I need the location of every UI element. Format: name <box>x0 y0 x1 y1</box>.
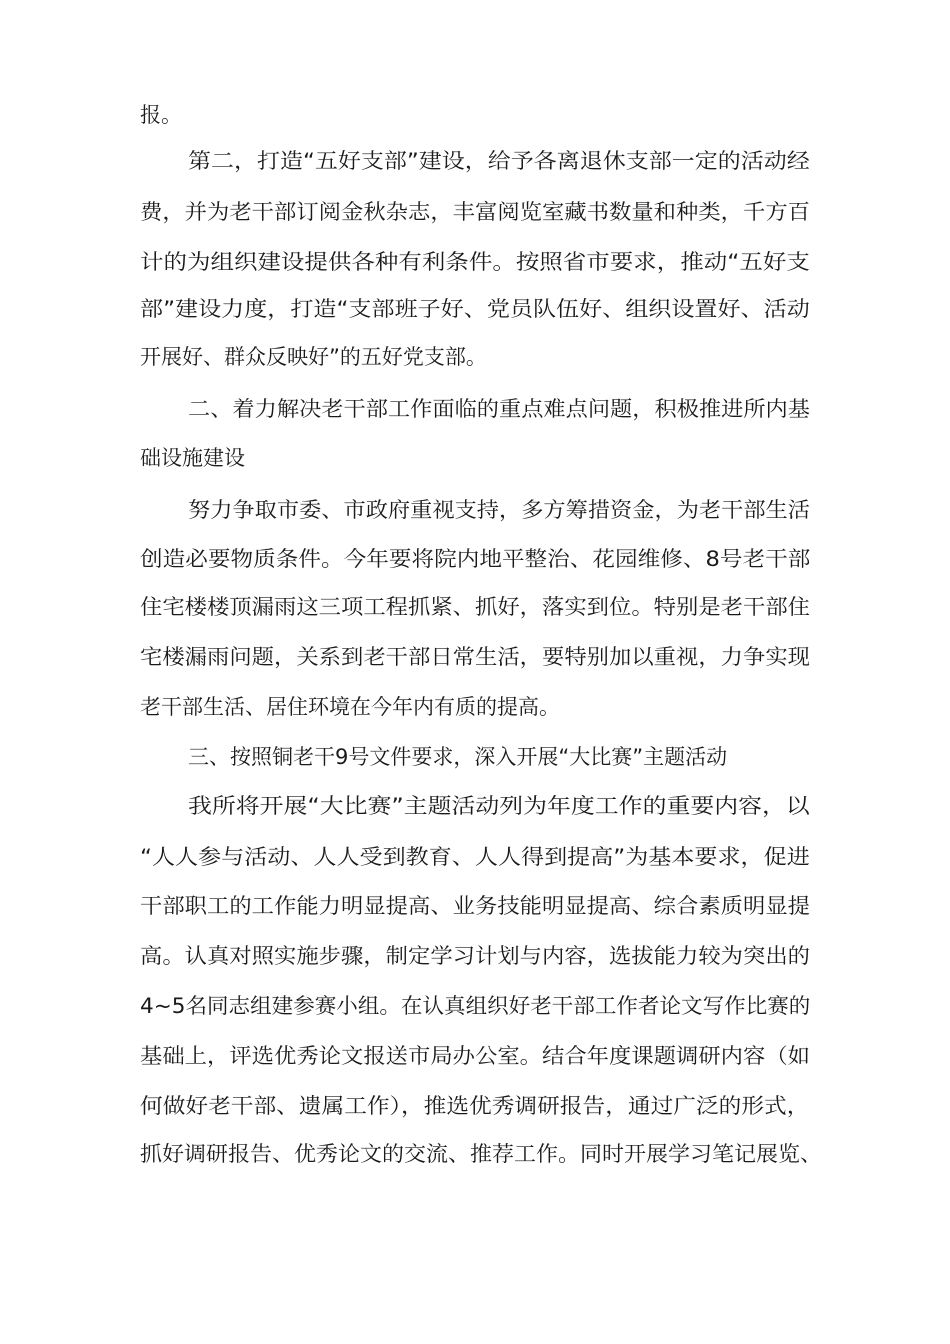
text-line: 老干部生活、居住环境在今年内有质的提高。 <box>140 695 560 719</box>
text-line: 部”建设力度，打造“支部班子好、党员队伍好、组织设置好、活动 <box>140 297 810 321</box>
text-line: 干部职工的工作能力明显提高、业务技能明显提高、综合素质明显提 <box>140 894 811 918</box>
text-line: 计的为组织建设提供各种有利条件。按照省市要求，推动“五好支 <box>140 250 810 274</box>
section-heading: 二、着力解决老干部工作面临的重点难点问题，积极推进所内基 <box>188 397 810 421</box>
text-line: 宅楼漏雨问题，关系到老干部日常生活，要特别加以重视，力争实现 <box>140 645 811 669</box>
text-line: 抓好调研报告、优秀论文的交流、推荐工作。同时开展学习笔记展览、 <box>140 1142 822 1166</box>
text-line: 报。 <box>140 103 182 127</box>
text-line: 费，并为老干部订阅金秋杂志，丰富阅览室藏书数量和种类，千方百 <box>140 200 811 224</box>
text-line: 高。认真对照实施步骤，制定学习计划与内容，选拔能力较为突出的 <box>140 944 811 968</box>
text-line: 创造必要物质条件。今年要将院内地平整治、花园维修、8号老干部 <box>140 547 811 571</box>
text-line: “人人参与活动、人人受到教育、人人得到提高”为基本要求，促进 <box>140 845 810 869</box>
text-line: 努力争取市委、市政府重视支持，多方筹措资金，为老干部生活 <box>188 498 810 522</box>
section-heading: 础设施建设 <box>140 446 245 470</box>
section-heading: 三、按照铜老干9号文件要求，深入开展“大比赛”主题活动 <box>188 745 728 769</box>
text-line: 4~5名同志组建参赛小组。在认真组织好老干部工作者论文写作比赛的 <box>140 994 811 1018</box>
text-line: 住宅楼楼顶漏雨这三项工程抓紧、抓好，落实到位。特别是老干部住 <box>140 595 811 619</box>
text-line: 开展好、群众反映好”的五好党支部。 <box>140 345 487 369</box>
text-line: 何做好老干部、遗属工作），推选优秀调研报告，通过广泛的形式， <box>140 1094 810 1118</box>
text-line: 我所将开展“大比赛”主题活动列为年度工作的重要内容，以 <box>188 794 810 818</box>
text-line: 基础上，评选优秀论文报送市局办公室。结合年度课题调研内容（如 <box>140 1044 811 1068</box>
text-line: 第二，打造“五好支部”建设，给予各离退休支部一定的活动经 <box>188 149 810 173</box>
